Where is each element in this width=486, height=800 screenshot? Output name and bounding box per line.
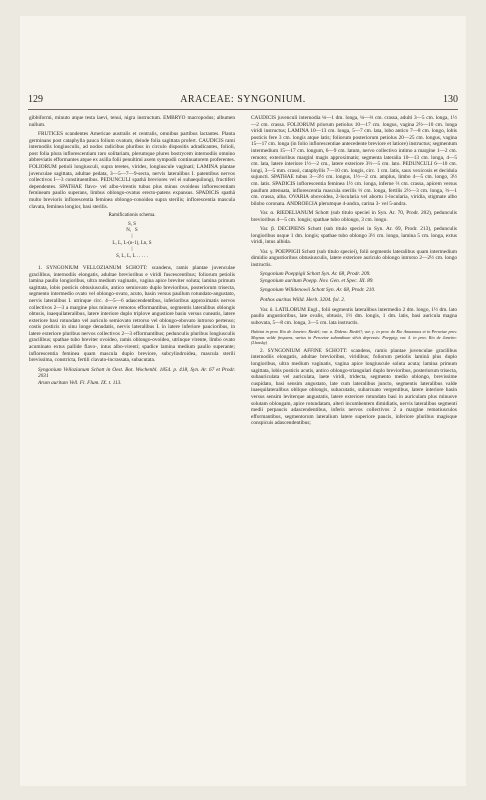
variety-riedelianum: Var. α. RIEDELIANUM Schott (sub titulo speciei in Syn. Ar. 70, Prodr. 202), pedunculis brevioribus 4—5 cm. longis; spathae tubo oblongo, 3 cm. longo. [251, 210, 457, 223]
page-header [28, 94, 458, 108]
right-column [251, 115, 457, 430]
book-page [20, 16, 466, 786]
left-column [29, 115, 235, 389]
scheme-line: | [131, 234, 133, 240]
citation: Syngonium Vellozianum Schott in Oest. Bot. Wochenbl. 1854. p. 418, Syn. Ar. 67 et Prodr. 2031 [38, 366, 235, 380]
genus-habit-description: FRUTICES scandentes Americae australis et centralis, omnibus partibus lactantes. Planta germinans post cataphylla pauca folium ovatum, deinde folia sagittata profert. CAUDICIS rami internodiis longiusculis, ad nodos radicibus pluribus in circulo dispositis adradicantes, folioli, post folia plura inflorescentiam raro solitariam, plerumque plures bostrycem internodiis omnino abbreviatis efformantes atque ex axilla folii penultimi axem sympodii continuatorem proferentes. FOLIORUM petioli longiusculi, supra teretes, virides, longiuscule vaginati; LAMINA plantae juvenculae sagittata, adultae pedata, 3—5—7—9-secta, nervis lateralibus I. patentibus nervos collectivos I—3 constituentibus. PEDUNCULI spathâ breviores vel ei subaequilongi, fructiferi dependentes. SPATHAE flavo- vel albo-virentis tubus plus minus ovoideus inflorescentiam femineam paullo superans, limbus oblongo-ovatus erecto-patens expansus. SPADICIS spathâ multo brevioris inflorescentia feminea oblongo-conoidea supra sterilis; inflorescentia mascula clavata, feminea longior, basi sterilis. [29, 130, 235, 210]
scheme-title: Ramificationis schema. [108, 212, 156, 218]
species-affine: 2. SYNGONIUM AFFINE SCHOTT: scandens, ramis plantae juvenculae gracilibus internodiis elongatis, adultae brevioribus, viridibus; foliorum petiolis laminâ plus duplo longioribus, ultra medium vaginatis, vagina apice longiuscule soluta acuta; lamina primum sagittata, lobis posticis acutis, antico oblongo-triangulari duplo brevioribus, posteriorum trisecta, subauriculata vel auriculata, laete viridi, tridecta, segmento medio oblongo, brevissime cuspidato, basi sensim angustato, late cum lateralibus juncto, segmentis lateralibus valde inaequilateralibus oblique oblongis, subacutatis, subarcuato vergentibus, latere interiore basin versus sensim leviterque angustatis, latere exteriore rotundato basi in auriculam plus minusve solutam oblongam, apice rotundatam, alteri incumbentem dimidiatis, nervis lateralibus segmenti medii perpaucis adascendentibus, inferis nervos collectivos 2 a margine remotiusculos efformantibus, segmentorum lateralium latere superiore paucis, inferiore pluribus magisque conspicuis adascendentibus; [251, 347, 457, 427]
citation: Pothos auritus Willd. Herb. 3204. fol. 2. [260, 297, 346, 304]
page-number-left: 129 [28, 94, 43, 105]
header-rule [28, 109, 458, 110]
scheme-line: S, S [127, 221, 137, 227]
ramification-scheme [29, 213, 235, 260]
page-number-right: 130 [443, 94, 458, 105]
scheme-line: L, L, L-(n-1), Ln, S [112, 240, 152, 246]
variety-decipiens: Var. β. DECIPIENS Schott (sub titulo speciei in Syn. Ar. 69, Prodr. 213), pedunculis longioribus usque 1 dm. longis; spathae tubo oblongo 3½ cm. longo, lamina 5 cm. longa, extus viridi, intus albida. [251, 226, 457, 246]
citation: Arum auritum Vell. Fl. Flum. IX. t. 113. [38, 379, 122, 386]
citation: Syngonium Poeppigii Schott Syn. Ar. 68, Prodr. 209. [260, 271, 371, 278]
scheme-line: S, L, L, L . . . . . [116, 253, 148, 259]
citation: Syngonium Willdenowii Schott Syn. Ar. 68, Prodr. 210. [260, 287, 376, 294]
variety-latilobum: Var. δ. LATILOBUM Engl., folii segmentis lateralibus intermedio 2 dm. longo, 1½ dm. lato paullo angustioribus, late ovalis, obtusis, 1½ dm. longis, 1 dm. latis, basi auricula magna subovata, 5—8 cm. longa, 3—5 cm. lata instructis. [251, 306, 457, 326]
habitat-note: Habitat in prov. Rio de Janeiro: Riedel; var. α. Didens: Riedel!; var. γ. in prov. do Rio Amazonas et in Peruviae prov. Maynas valde frequens, varius in Peruviae subandinae silvis depressis: Poeppig; var. δ. in prov. Rio de Janeiro: (Lhotsky) [251, 329, 457, 345]
variety-poeppigii: Var. γ. POEPPIGII Schott (sub titulo speciei), folii segmentis lateralibus quam intermedium dimidio angustioribus obtusiusculis, latere exteriore auriculo oblongo introrso 2—2½ cm. longo instructis. [251, 248, 457, 268]
species-vellozianum: 1. SYNGONIUM VELLOZIANUM SCHOTT: scandens, ramis plantae juvenculae gracilibus, internodiis elongatis, adultae brevioribus e viridi fuscescentibus; foliorum petiolis lamina paullo longioribus, ultra medium vaginatis, vagina apice breviter soluta; lamina primum sagittata, lobis posticis obtusiusculis, antico semiovato duplo brevioribus, posteriorum trisecta, segmento intermedio ovato vel oblongo-ovato, acuto, basin versus paullum rotundato-angustato, nervis lateralibus I. utrinque circ. 4—5—6 adascendentibus, inferioribus approximatis nervos collectivos 2—3 a margine plus minusve remotos efformantibus, segmentis lateralibus oblongis obtusis, inaequilateralibus, latere interiore duplo triplove angustiore basin versus cuneatis, latere exteriore basi rotundato vel auriculo semiovato retrorso vel oblongo-obovato introrso pertenso; costis posticis in sinu longe denudatis, nervis lateralibus I. in latere inferiore paucioribus, in latere exteriore pluribus nervos collectivos 2—3 efformantibus; pedunculis pluribus longiusculis gracilibus; spathae tubo breviter ovoideo, ramis oblongo-ovoideo, utrinque virente, limbo ovato acuminato extus pallide flavo-, intus albo-virenti; spadice lamina medium paullo superante; inflorescentia feminea quam mascula duplo breviore, subcylindroidea, mascula sterili brevissima, constricta, fertili clavato-incrassata, subacutata. [29, 264, 235, 364]
running-title: ARACEAE: SYNGONIUM. [180, 94, 306, 105]
citation: Syngonium auritum Poepp. Nov. Gen. et Spec. III. 89. [260, 277, 374, 284]
genus-description-end: gibbiformi, minuto atque testa laevi, tenui, nigra instructum. EMBRYO macropodus; albumen nullum. [29, 115, 235, 128]
scheme-line: | [131, 247, 133, 253]
species-measurements: CAUDICIS juvenculi internodia ⅛—1 dm. longa, ⅛—⅓ cm. crassa, adulti 3—5 cm. longa, 1½—2 cm. crassa. FOLIORUM priorum petiolus 10—17 cm. longus, vagina 2½—10 cm. longa viridi instructus; LAMINA 10—13 cm. longa, 5—7 cm. lata, lobo antico 7—8 cm. longo, lobis posticis fere 3 cm. longis atque latis; foliorum posteriorum petiolus 20—25 cm. longus, vagina 15—17 cm. longa (in folio inflorescentiae antecedente breviore et latiore) instructus; segmentum intermedium 15—17 cm. longum, 6—9 cm. latum, nervo collectivo intimo a margine 1—2 cm. remoto; exterioribus marginl magis approximatis; segmenta lateralia 10—13 cm. longa, 4—5 cm. lata, latere interiore 1½—2 cm., latere exteriore 3½—5 cm. lato. PEDUNCULI 6—10 cm. longi, 3—5 mm. crassi, cataphyllis 7—10 cm. longis, circ. 1 cm. latis, saux vexicosis et decidula sujuncti. SPATHAE tubus 3—3½ cm. longus, 1½—2 cm. amplus, limbo 4—5 cm. longo, 3½ cm. latis. SPADICIS inflorescentia feminea 1½ cm. longa, inferne ⅔ cm. crassa, apicem versus paullum attenuata, inflorescentia mascula sterilis ⅓ cm. longa, fertilis 2½—3 cm. longa, ⅔—1 cm. crassa, alba. OVARIA obovoidea, 2-locularia vel abortu 1-locularia, viridia, stigmate albo bilobo coronata. ANDROECIA plerumque 4-andra, carina 3- vel 5-andra. [251, 115, 457, 207]
scheme-line: N, S [126, 227, 138, 233]
